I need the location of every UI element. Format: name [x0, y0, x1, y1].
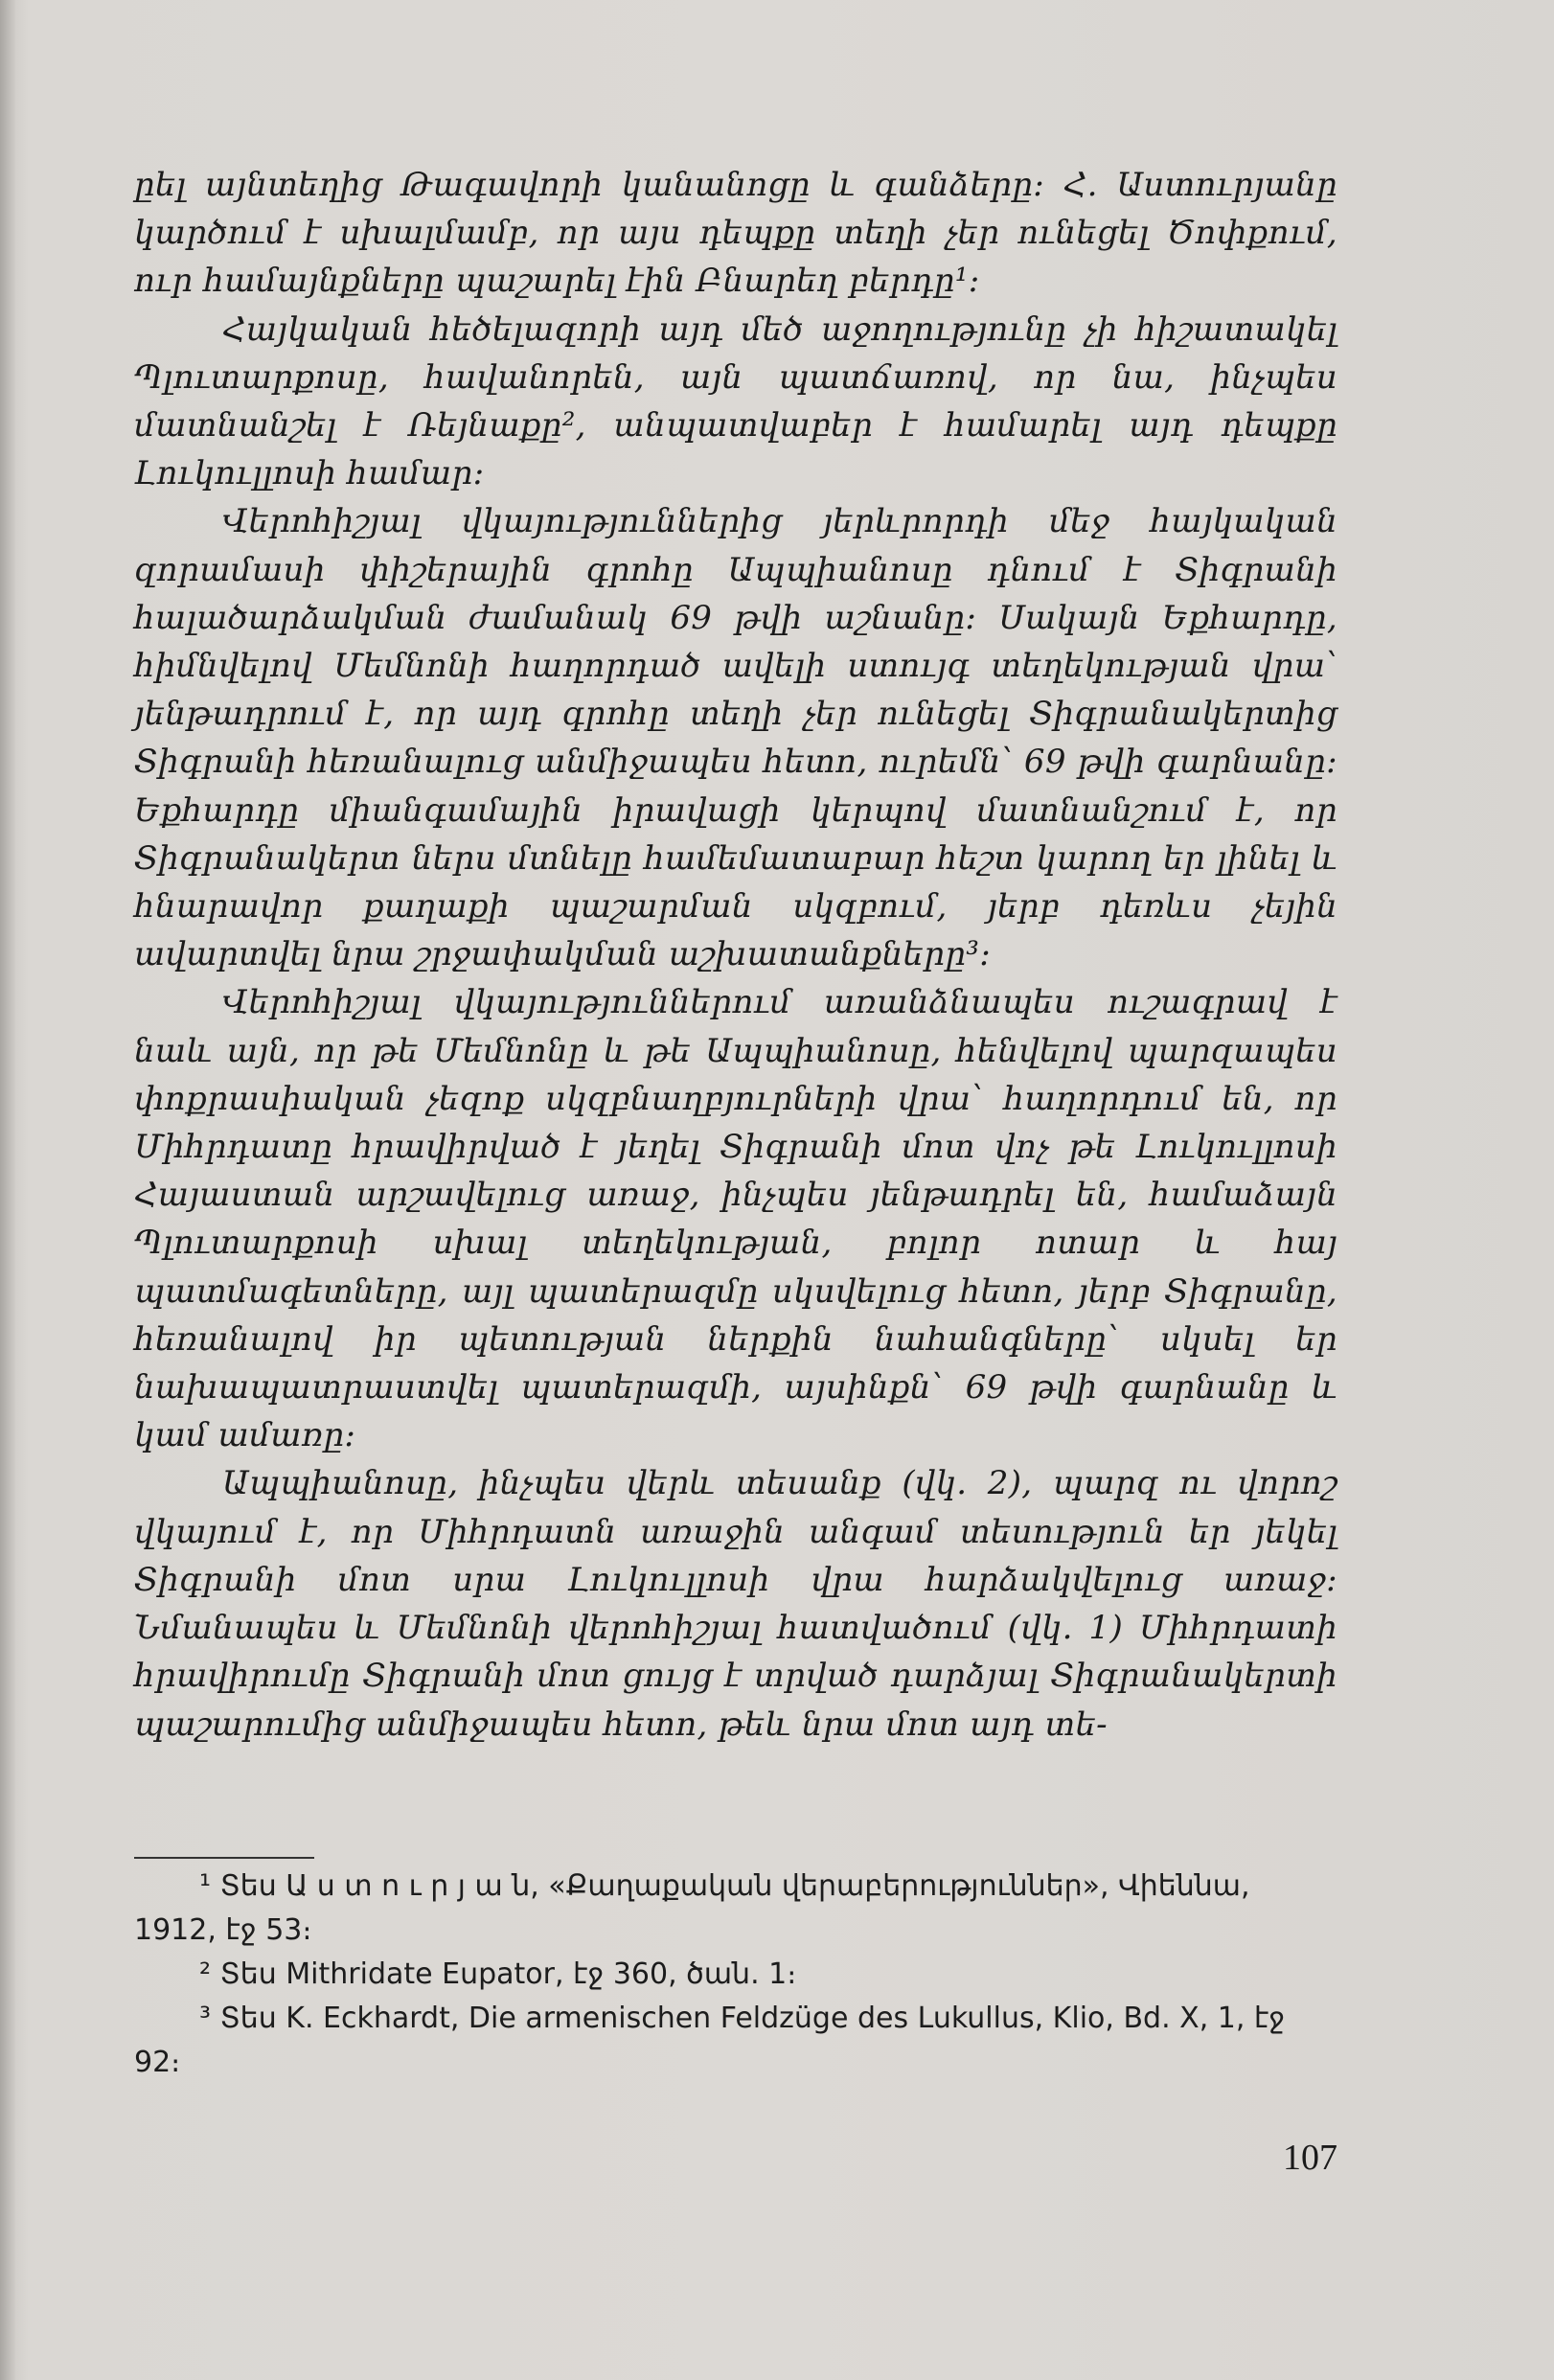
paragraph-4: Վերոհիշյալ վկայություններում առանձնապես ուշագրավ է նաև այն, որ թե Մեմնոնը և թե Ապպիանոսը, հենվելով պարզապես փոքրասիական չեզոք սկզբնաղբյուրների վրա՝ հաղորդում են, որ Միհրդատը հրավիրված է յեղել Տիգրանի մոտ վոչ թե Լուկուլլոսի Հայաստան արշավելուց առաջ, ինչպես յենթադրել են, համաձայն Պլուտարքոսի սխալ տեղեկության, բոլոր ոտար և հայ պատմագետները, այլ պատերազմը սկսվելուց հետո, յերբ Տիգրանը, հեռանալով իր պետության ներքին նահանգները՝ սկսել եր նախապատրաստվել պատերազմի, այսինքն՝ 69 թվի գարնանը և կամ ամառը։ — [134, 983, 1337, 1455]
page-number: 107 — [1283, 2138, 1337, 2178]
paragraph-2: Հայկական հեծելազորի այդ մեծ աջողությունը չի հիշատակել Պլուտարքոսը, հավանորեն, այն պատճառով, որ նա, ինչպես մատնանշել է Ռեյնաքը², անպատվաբեր է համարել այդ դեպքը Լուկուլլոսի համար։ — [134, 309, 1337, 493]
footnote-2: ² Տես Mithridate Eupator, էջ 360, ծան. 1։ — [199, 1957, 797, 1991]
book-spine-shadow — [0, 0, 15, 2380]
paragraph-5: Ապպիանոսը, ինչպես վերև տեսանք (վկ. 2), պարզ ու վորոշ վկայում է, որ Միհրդատն առաջին անգամ տեսություն եր յեկել Տիգրանի մոտ սրա Լուկուլլոսի վրա հարձակվելուց առաջ։ Նմանապես և Մեմնոնի վերոհիշյալ հատվածում (վկ. 1) Միհրդատի հրավիրումը Տիգրանի մոտ ցույց է տրված դարձյալ Տիգրանակերտի պաշարումից անմիջապես հետո, թեև նրա մոտ այդ տե- — [134, 1464, 1337, 1744]
footnote-1: ¹ Տես Ա ս տ ո ւ ր յ ա ն, «Քաղաքական վերաբերություններ», Վիեննա, 1912, էջ 53։ — [134, 1869, 1250, 1947]
footnotes — [134, 1865, 1337, 2085]
main-text — [134, 161, 1337, 1749]
paragraph-1: ըել այնտեղից Թագավորի կանանոցը և գանձերը։ Հ. Աստուրյանը կարծում է սխալմամբ, որ այս դեպքը տեղի չեր ունեցել Ծոփքում, ուր համայնքները պաշարել էին Բնարեղ բերդը¹։ — [134, 166, 1337, 301]
footnote-3: ³ Տես K. Eckhardt, Die armenischen Feldzüge des Lukullus, Klio, Bd. X, 1, էջ 92։ — [134, 2002, 1286, 2079]
footnote-divider — [134, 1857, 314, 1859]
paragraph-3: Վերոհիշյալ վկայություններից յերևրորդի մեջ հայկական զորամասի փիշերային գրոհը Ապպիանոսը դնում է Տիգրանի հալածարձակման ժամանակ 69 թվի աշնանը։ Սակայն Եքհարդը, հիմնվելով Մեմնոնի հաղորդած ավելի ստույգ տեղեկության վրա՝ յենթադրում է, որ այդ գրոհը տեղի չեր ունեցել Տիգրանակերտից Տիգրանի հեռանալուց անմիջապես հետո, ուրեմն՝ 69 թվի գարնանը։ Եքհարդը միանգամային իրավացի կերպով մատնանշում է, որ Տիգրանակերտ ներս մտնելը համեմատաբար հեշտ կարող եր լինել և հնարավոր քաղաքի պաշարման սկզբում, յերբ դեռևս չեյին ավարտվել նրա շրջափակման աշխատանքները³։ — [134, 502, 1337, 974]
